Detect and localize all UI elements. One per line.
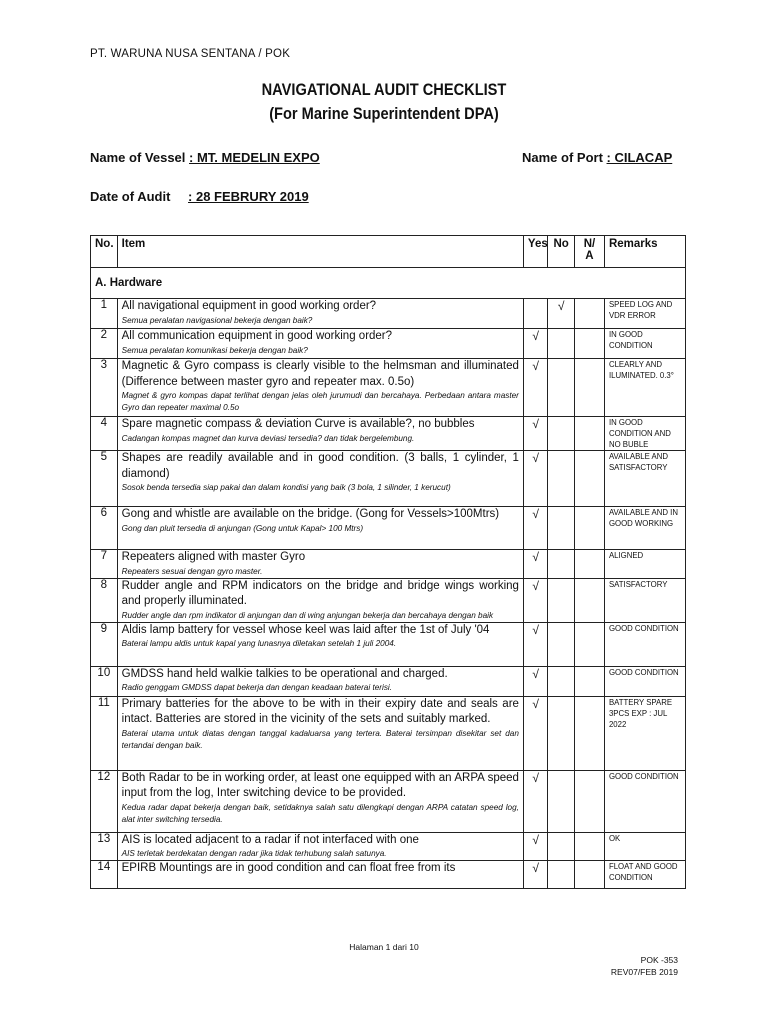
- table-row: [91, 666, 686, 696]
- item-text-id: Baterai lampu aldis untuk kapal yang lunasnya diletakan setelah 1 juli 2004.: [121, 639, 397, 648]
- item-text-en: AIS is located adjacent to a radar if not interfaced with one: [121, 833, 419, 846]
- item-text-id: Semua peralatan komunikasi bekerja dengan baik?: [121, 345, 308, 355]
- item-text-id: Rudder angle dan rpm indikator di anjungan dan di wing anjungan bekerja dan bercahaya dengan baik: [121, 610, 494, 620]
- row-item: [117, 329, 523, 359]
- table-row: [91, 696, 686, 770]
- date-field: [90, 189, 309, 204]
- remarks-cell: ALIGNED: [604, 550, 685, 579]
- row-item: [117, 550, 523, 579]
- item-text-id: Kedua radar dapat bekerja dengan baik, setidaknya salah satu dilengkapi dengan ARPA catatan speed log, alat inter switching tersedia.: [121, 802, 519, 824]
- remarks-cell: GOOD CONDITION: [604, 770, 685, 832]
- item-text-id: Magnet & gyro kompas dapat terlihat dengan jelas oleh jurumudi dan bercahaya. Perbedaan antara master Gyro dan repeater maximal 0.5o: [121, 391, 519, 412]
- document-title: NAVIGATIONAL AUDIT CHECKLIST: [261, 80, 507, 99]
- table-row: [91, 832, 686, 861]
- yes-cell: √: [523, 550, 547, 579]
- item-text-en: Magnetic & Gyro compass is clearly visible to the helmsman and illuminated (Difference between master gyro and repeater max. 0.5o): [121, 360, 519, 388]
- row-item: [117, 696, 523, 770]
- no-cell: [548, 832, 575, 861]
- item-text-id: Baterai utama untuk diatas dengan tanggal kadaluarsa yang tertera. Baterai tersimpan disekitar set dan tertandai dengan baik.: [121, 728, 519, 750]
- remarks-cell: AVAILABLE AND SATISFACTORY: [604, 451, 685, 507]
- item-text-en: Repeaters aligned with master Gyro: [121, 551, 306, 563]
- table-row: [91, 550, 686, 579]
- item-text-id: Radio genggam GMDSS dapat bekerja dan dengan keadaan baterai terisi.: [121, 683, 393, 692]
- no-cell: √: [548, 299, 575, 329]
- item-text-en: Gong and whistle are available on the bridge. (Gong for Vessels>100Mtrs): [121, 508, 500, 520]
- header-remarks: Remarks: [604, 236, 685, 268]
- remarks-cell: BATTERY SPARE 3PCS EXP : JUL 2022: [604, 696, 685, 770]
- remarks-cell: CLEARLY AND ILUMINATED. 0.3°: [604, 359, 685, 417]
- yes-cell: √: [523, 861, 547, 889]
- yes-cell: √: [523, 696, 547, 770]
- na-cell: [574, 696, 604, 770]
- port-field: [522, 150, 672, 165]
- yes-cell: √: [523, 451, 547, 507]
- na-cell: [574, 666, 604, 696]
- row-item: [117, 359, 523, 417]
- vessel-value: : MT. MEDELIN EXPO: [189, 150, 320, 165]
- yes-cell: √: [523, 578, 547, 622]
- revision: REV07/FEB 2019: [610, 967, 678, 977]
- company-name: PT. WARUNA NUSA SENTANA / POK: [90, 48, 291, 60]
- audit-checklist-table: [90, 235, 686, 889]
- port-value: : CILACAP: [606, 150, 673, 165]
- no-cell: [548, 359, 575, 417]
- row-item: [117, 832, 523, 861]
- item-text-id: AIS terletak berdekatan dengan radar jika tidak terhubung salah satunya.: [121, 849, 387, 858]
- yes-cell: √: [523, 359, 547, 417]
- table-row: [91, 451, 686, 507]
- no-cell: [548, 329, 575, 359]
- item-text-id: Semua peralatan navigasional bekerja dengan baik?: [121, 315, 313, 325]
- item-text-id: Sosok benda tersedia siap pakai dan dalam kondisi yang baik (3 bola, 1 silinder, 1 kerucut): [121, 483, 451, 492]
- row-number: 11: [91, 696, 118, 770]
- item-text-en: All communication equipment in good working order?: [121, 330, 393, 342]
- row-number: 1: [91, 299, 118, 329]
- row-number: 3: [91, 359, 118, 417]
- date-label: Date of Audit: [90, 189, 171, 204]
- yes-cell: √: [523, 832, 547, 861]
- row-number: 5: [91, 451, 118, 507]
- remarks-cell: OK: [604, 832, 685, 861]
- na-cell: [574, 329, 604, 359]
- row-item: [117, 451, 523, 507]
- na-cell: [574, 417, 604, 451]
- na-cell: [574, 451, 604, 507]
- yes-cell: √: [523, 329, 547, 359]
- row-number: 12: [91, 770, 118, 832]
- na-cell: [574, 550, 604, 579]
- item-text-en: Rudder angle and RPM indicators on the bridge and bridge wings working and properly illuminated.: [121, 579, 519, 607]
- table-row: [91, 622, 686, 666]
- header-yes: Yes: [523, 236, 547, 268]
- yes-cell: √: [523, 622, 547, 666]
- na-cell: [574, 359, 604, 417]
- remarks-cell: SATISFACTORY: [604, 578, 685, 622]
- no-cell: [548, 770, 575, 832]
- row-number: 10: [91, 666, 118, 696]
- yes-cell: √: [523, 507, 547, 550]
- yes-cell: √: [523, 666, 547, 696]
- no-cell: [548, 578, 575, 622]
- remarks-cell: IN GOOD CONDITION: [604, 329, 685, 359]
- no-cell: [548, 507, 575, 550]
- item-text-en: Aldis lamp battery for vessel whose keel was laid after the 1st of July '04: [121, 623, 490, 636]
- document-code: [611, 954, 678, 978]
- row-number: 13: [91, 832, 118, 861]
- item-text-en: Primary batteries for the above to be with in their expiry date and seals are intact. Batteries are stored in the vicinity of the sets and suitably marked.: [121, 697, 519, 725]
- table-row: [91, 417, 686, 451]
- table-row: [91, 861, 686, 889]
- row-item: [117, 417, 523, 451]
- form-code: POK -353: [640, 955, 678, 965]
- yes-cell: [523, 299, 547, 329]
- na-cell: [574, 507, 604, 550]
- remarks-cell: FLOAT AND GOOD CONDITION: [604, 861, 685, 889]
- vessel-field: [90, 150, 320, 165]
- yes-cell: √: [523, 417, 547, 451]
- remarks-cell: IN GOOD CONDITION AND NO BUBLE: [604, 417, 685, 451]
- section-row: [91, 268, 686, 299]
- remarks-cell: GOOD CONDITION: [604, 666, 685, 696]
- row-number: 9: [91, 622, 118, 666]
- row-number: 14: [91, 861, 118, 889]
- na-cell: [574, 578, 604, 622]
- page-number: Halaman 1 dari 10: [349, 942, 419, 952]
- no-cell: [548, 861, 575, 889]
- row-number: 4: [91, 417, 118, 451]
- item-text-id: Repeaters sesuai dengan gyro master.: [121, 566, 263, 576]
- item-text-en: GMDSS hand held walkie talkies to be operational and charged.: [121, 667, 448, 680]
- table-row: [91, 578, 686, 622]
- section-title: A. Hardware: [91, 268, 686, 299]
- vessel-label: Name of Vessel: [90, 150, 186, 165]
- na-cell: [574, 770, 604, 832]
- no-cell: [548, 550, 575, 579]
- no-cell: [548, 666, 575, 696]
- na-cell: [574, 832, 604, 861]
- no-cell: [548, 622, 575, 666]
- port-label: Name of Port: [522, 150, 603, 165]
- item-text-en: EPIRB Mountings are in good condition and can float free from its: [121, 862, 456, 874]
- yes-cell: √: [523, 770, 547, 832]
- header-no: No.: [91, 236, 118, 268]
- table-row: [91, 359, 686, 417]
- date-value: : 28 FEBRURY 2019: [188, 189, 309, 204]
- na-cell: [574, 622, 604, 666]
- item-text-id: Cadangan kompas magnet dan kurva deviasi tersedia? dan tidak bergelembung.: [121, 433, 415, 443]
- row-item: [117, 861, 523, 889]
- no-cell: [548, 417, 575, 451]
- header-no-answer: No: [548, 236, 575, 268]
- item-text-en: Both Radar to be in working order, at least one equipped with an ARPA speed input from the log, Inter switching device to be provided.: [121, 771, 519, 799]
- item-text-en: Spare magnetic compass & deviation Curve is available?, no bubbles: [121, 418, 475, 430]
- row-item: [117, 507, 523, 550]
- row-item: [117, 299, 523, 329]
- row-number: 7: [91, 550, 118, 579]
- row-item: [117, 622, 523, 666]
- item-text-en: All navigational equipment in good working order?: [121, 300, 377, 312]
- remarks-cell: SPEED LOG AND VDR ERROR: [604, 299, 685, 329]
- header-na: N/ A: [574, 236, 604, 268]
- no-cell: [548, 451, 575, 507]
- row-item: [117, 578, 523, 622]
- row-item: [117, 770, 523, 832]
- table-row: [91, 299, 686, 329]
- item-text-en: Shapes are readily available and in good condition. (3 balls, 1 cylinder, 1 diamond): [121, 452, 519, 480]
- row-item: [117, 666, 523, 696]
- row-number: 8: [91, 578, 118, 622]
- table-header-row: [91, 236, 686, 268]
- row-number: 2: [91, 329, 118, 359]
- no-cell: [548, 696, 575, 770]
- item-text-id: Gong dan pluit tersedia di anjungan (Gong untuk Kapal> 100 Mtrs): [121, 523, 364, 533]
- table-row: [91, 507, 686, 550]
- table-row: [91, 770, 686, 832]
- table-row: [91, 329, 686, 359]
- header-item: Item: [117, 236, 523, 268]
- document-subtitle: (For Marine Superintendent DPA): [269, 104, 499, 123]
- na-cell: [574, 861, 604, 889]
- na-cell: [574, 299, 604, 329]
- remarks-cell: AVAILABLE AND IN GOOD WORKING: [604, 507, 685, 550]
- row-number: 6: [91, 507, 118, 550]
- remarks-cell: GOOD CONDITION: [604, 622, 685, 666]
